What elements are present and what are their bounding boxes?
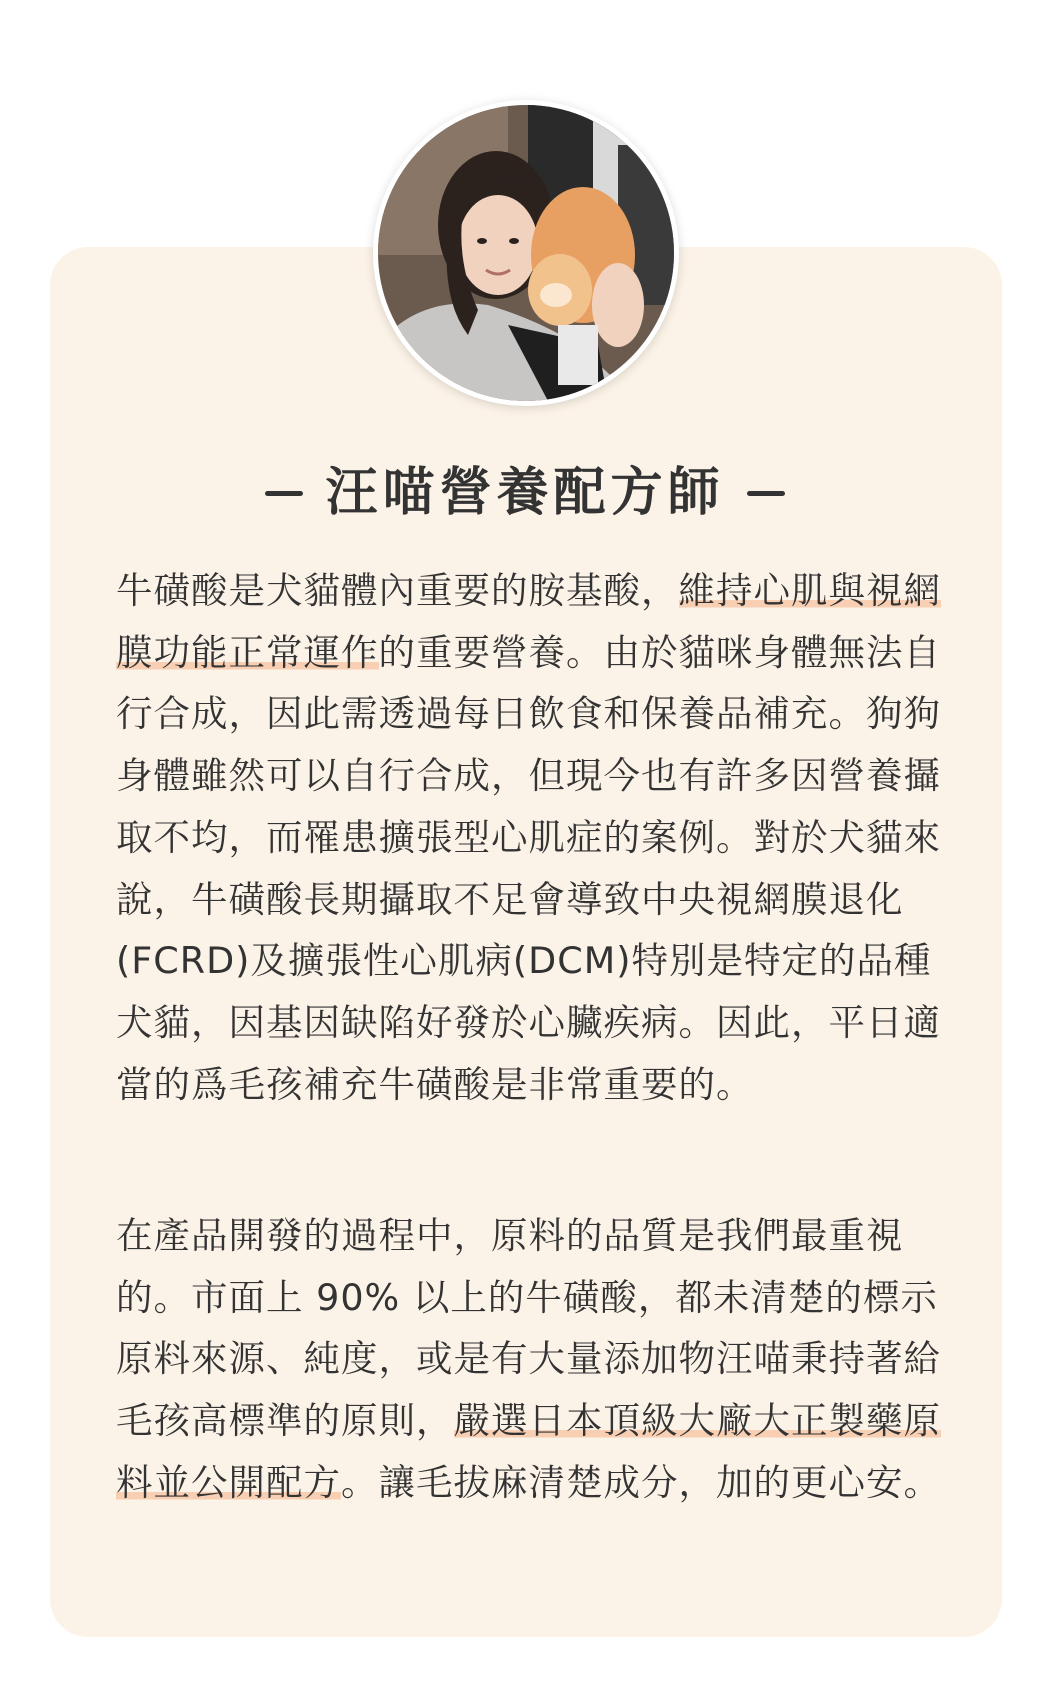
page-title: 汪喵營養配方師 xyxy=(325,463,725,523)
paragraph-1-after-text: 的重要營養。由於貓咪身體無法自行合成，因此需透過每日飲食和保養品補充。狗狗身體雖然可以自行合成，但現今也有許多因營養攝取不均，而罹患擴張型心肌症的案例。對於犬貓來說，牛磺酸長期攝取不足會導致中央視網膜退化(FCRD)及擴張性心肌病(DCM)特別是特定的品種犬貓，因基因缺陷好發於心臟疾病。因此，平日適當的爲毛孩補充牛磺酸是非常重要的。 xyxy=(116,630,941,1106)
paragraph-1-highlight-text: 維持心肌與視網膜功能正常運作 xyxy=(116,569,941,674)
paragraph-product-quality xyxy=(116,1205,946,1514)
paragraph-2-highlight-text: 嚴選日本頂級大廠大正製藥原料並公開配方 xyxy=(116,1399,941,1504)
title-dash-right xyxy=(747,491,785,496)
avatar xyxy=(373,100,679,406)
paragraph-1-before-text: 牛磺酸是犬貓體內重要的胺基酸， xyxy=(116,569,679,612)
title-row xyxy=(0,458,1050,528)
paragraph-taurine-importance xyxy=(116,560,946,1115)
paragraph-2-after-text: 。讓毛拔麻清楚成分，加的更心安。 xyxy=(341,1460,941,1504)
profile-photo-image xyxy=(378,105,674,401)
title-dash-left xyxy=(265,491,303,496)
paragraph-2-before-text: 在產品開發的過程中，原料的品質是我們最重視的。市面上 90% 以上的牛磺酸，都未清楚的標示原料來源、純度，或是有大量添加物汪喵秉持著給毛孩高標準的原則， xyxy=(116,1214,941,1443)
